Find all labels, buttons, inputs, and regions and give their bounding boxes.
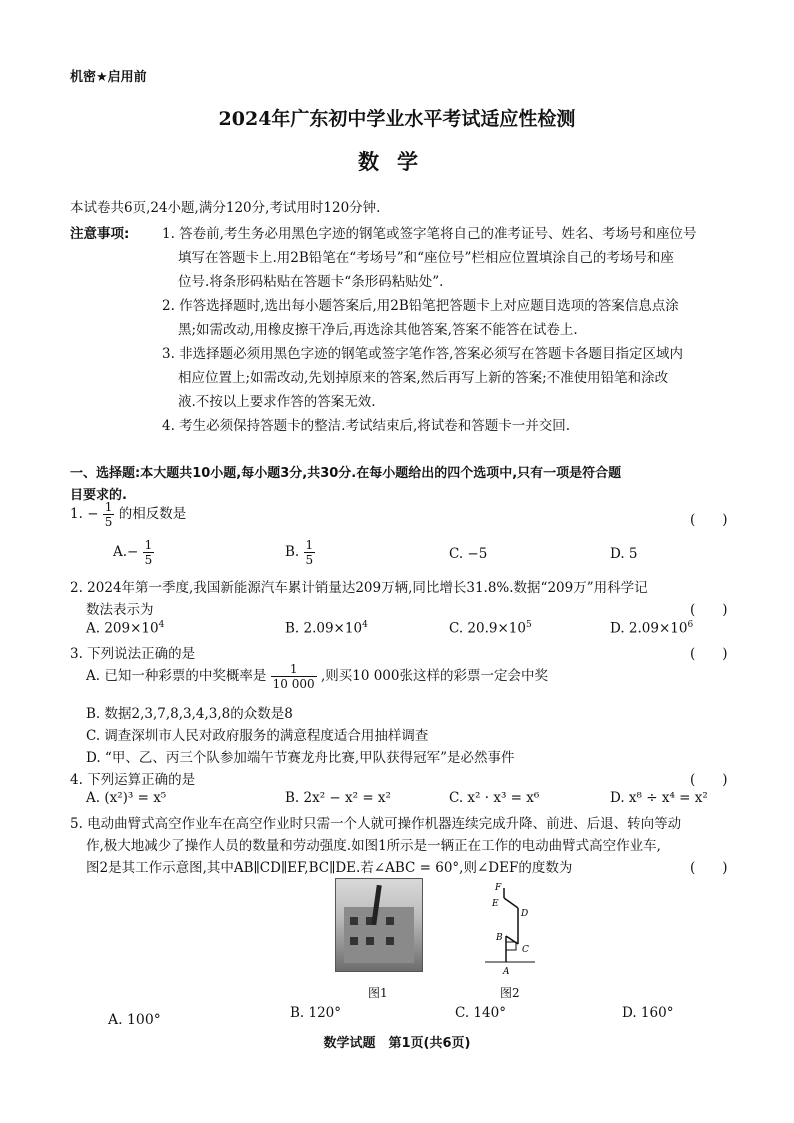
confidential-label: 机密★启用前 bbox=[70, 70, 147, 85]
q4-option-d: D. x⁸ ÷ x⁴ = x² bbox=[610, 790, 708, 806]
figure-2-caption: 图2 bbox=[500, 986, 520, 1000]
label-F: F bbox=[495, 883, 502, 893]
figure-1-caption: 图1 bbox=[368, 986, 388, 1000]
question-1-stem: 1. − $\frac{1}{5}$ 的相反数是 bbox=[70, 500, 187, 529]
answer-blank: ( ) bbox=[690, 602, 728, 618]
page-title: 2024年广东初中学业水平考试适应性检测 bbox=[218, 108, 576, 130]
answer-blank: ( ) bbox=[690, 646, 728, 662]
page-footer: 数学试题 第1页(共6页) bbox=[323, 1036, 471, 1051]
question-4-stem: 4. 下列运算正确的是 bbox=[70, 772, 196, 788]
note-line: 黑;如需改动,用橡皮擦干净后,再选涂其他答案,答案不能答在试卷上. bbox=[178, 322, 578, 338]
q4-option-c: C. x² · x³ = x⁶ bbox=[449, 790, 540, 806]
q4-option-b: B. 2x² − x² = x² bbox=[285, 790, 391, 806]
q3-option-c: C. 调查深圳市人民对政府服务的满意程度适合用抽样调查 bbox=[86, 728, 429, 744]
subject-title: 数学 bbox=[358, 149, 436, 174]
question-3-stem: 3. 下列说法正确的是 bbox=[70, 646, 196, 662]
question-2-stem: 2. 2024年第一季度,我国新能源汽车累计销量达209万辆,同比增长31.8%.数据“209万”用科学记 bbox=[70, 580, 648, 596]
note-line: 填写在答题卡上.用2B铅笔在“考场号”和“座位号”栏相应位置填涂自己的考场号和座 bbox=[178, 250, 674, 266]
q5-option-a: A. 100° bbox=[108, 1012, 161, 1028]
label-D: D bbox=[521, 909, 529, 919]
q2-option-a: A. $209\times 10^4$ bbox=[86, 620, 165, 637]
note-line: 4. 考生必须保持答题卡的整洁.考试结束后,将试卷和答题卡一并交回. bbox=[162, 418, 571, 434]
q1-option-d: D. 5 bbox=[610, 546, 638, 562]
q4-option-a: A. (x²)³ = x⁵ bbox=[86, 790, 167, 806]
question-5-stem-cont: 作,极大地减少了操作人员的数量和劳动强度.如图1所示是一辆正在工作的电动曲臂式高空作业车, bbox=[86, 838, 661, 854]
q1-option-c: C. −5 bbox=[449, 546, 488, 562]
label-A: A bbox=[503, 967, 510, 977]
section-heading: 一、选择题:本大题共10小题,每小题3分,共30分.在每小题给出的四个选项中,只有一项是符合题 bbox=[70, 466, 622, 481]
q2-option-c: C. $20.9\times 10^5$ bbox=[449, 620, 532, 637]
q3-option-d: D. “甲、乙、丙三个队参加端午节赛龙舟比赛,甲队获得冠军”是必然事件 bbox=[86, 750, 515, 766]
figure-2-diagram bbox=[480, 880, 540, 980]
note-line: 1. 答卷前,考生务必用黑色字迹的钢笔或签字笔将自己的准考证号、姓名、考场号和座位号 bbox=[162, 226, 697, 242]
exam-summary: 本试卷共6页,24小题,满分120分,考试用时120分钟. bbox=[70, 200, 381, 216]
note-line: 相应位置上;如需改动,先划掉原来的答案,然后再写上新的答案;不准使用铅笔和涂改 bbox=[178, 370, 669, 386]
q1-option-b: B. $\frac{1}{5}$ bbox=[285, 538, 314, 567]
label-C: C bbox=[522, 945, 529, 955]
question-5-stem: 5. 电动曲臂式高空作业车在高空作业时只需一个人就可操作机器连续完成升降、前进、后退、转向等动 bbox=[70, 816, 682, 832]
q5-option-c: C. 140° bbox=[455, 1005, 506, 1021]
q2-option-b: B. $2.09\times 10^4$ bbox=[285, 620, 368, 637]
figure-1-photo bbox=[335, 878, 423, 972]
q5-option-d: D. 160° bbox=[622, 1005, 674, 1021]
q2-option-d: D. $2.09\times 10^6$ bbox=[610, 620, 694, 637]
q3-option-a: A. 已知一种彩票的中奖概率是 $\frac{1}{10 000}$ ,则买10 000张这样的彩票一定会中奖 bbox=[86, 662, 548, 691]
answer-blank: ( ) bbox=[690, 772, 728, 788]
notes-label: 注意事项: bbox=[70, 226, 130, 242]
question-2-stem-cont: 数法表示为 bbox=[86, 602, 154, 618]
section-heading-cont: 目要求的. bbox=[70, 488, 127, 503]
note-line: 位号.将条形码粘贴在答题卡“条形码粘贴处”. bbox=[178, 274, 444, 290]
label-E: E bbox=[492, 899, 499, 909]
q3-option-b: B. 数据2,3,7,8,3,4,3,8的众数是8 bbox=[86, 706, 293, 722]
note-line: 3. 非选择题必须用黑色字迹的钢笔或签字笔作答,答案必须写在答题卡各题目指定区域内 bbox=[162, 346, 683, 362]
label-B: B bbox=[496, 933, 503, 943]
answer-blank: ( ) bbox=[690, 512, 728, 528]
answer-blank: ( ) bbox=[690, 860, 728, 876]
note-line: 2. 作答选择题时,选出每小题答案后,用2B铅笔把答题卡上对应题目选项的答案信息点涂 bbox=[162, 298, 679, 314]
q5-option-b: B. 120° bbox=[290, 1005, 342, 1021]
q1-option-a: A.− $\frac{1}{5}$ bbox=[113, 538, 153, 567]
question-5-stem-cont: 图2是其工作示意图,其中AB∥CD∥EF,BC∥DE.若∠ABC = 60°,则∠DEF的度数为 bbox=[86, 860, 573, 876]
note-line: 液.不按以上要求作答的答案无效. bbox=[178, 394, 376, 410]
